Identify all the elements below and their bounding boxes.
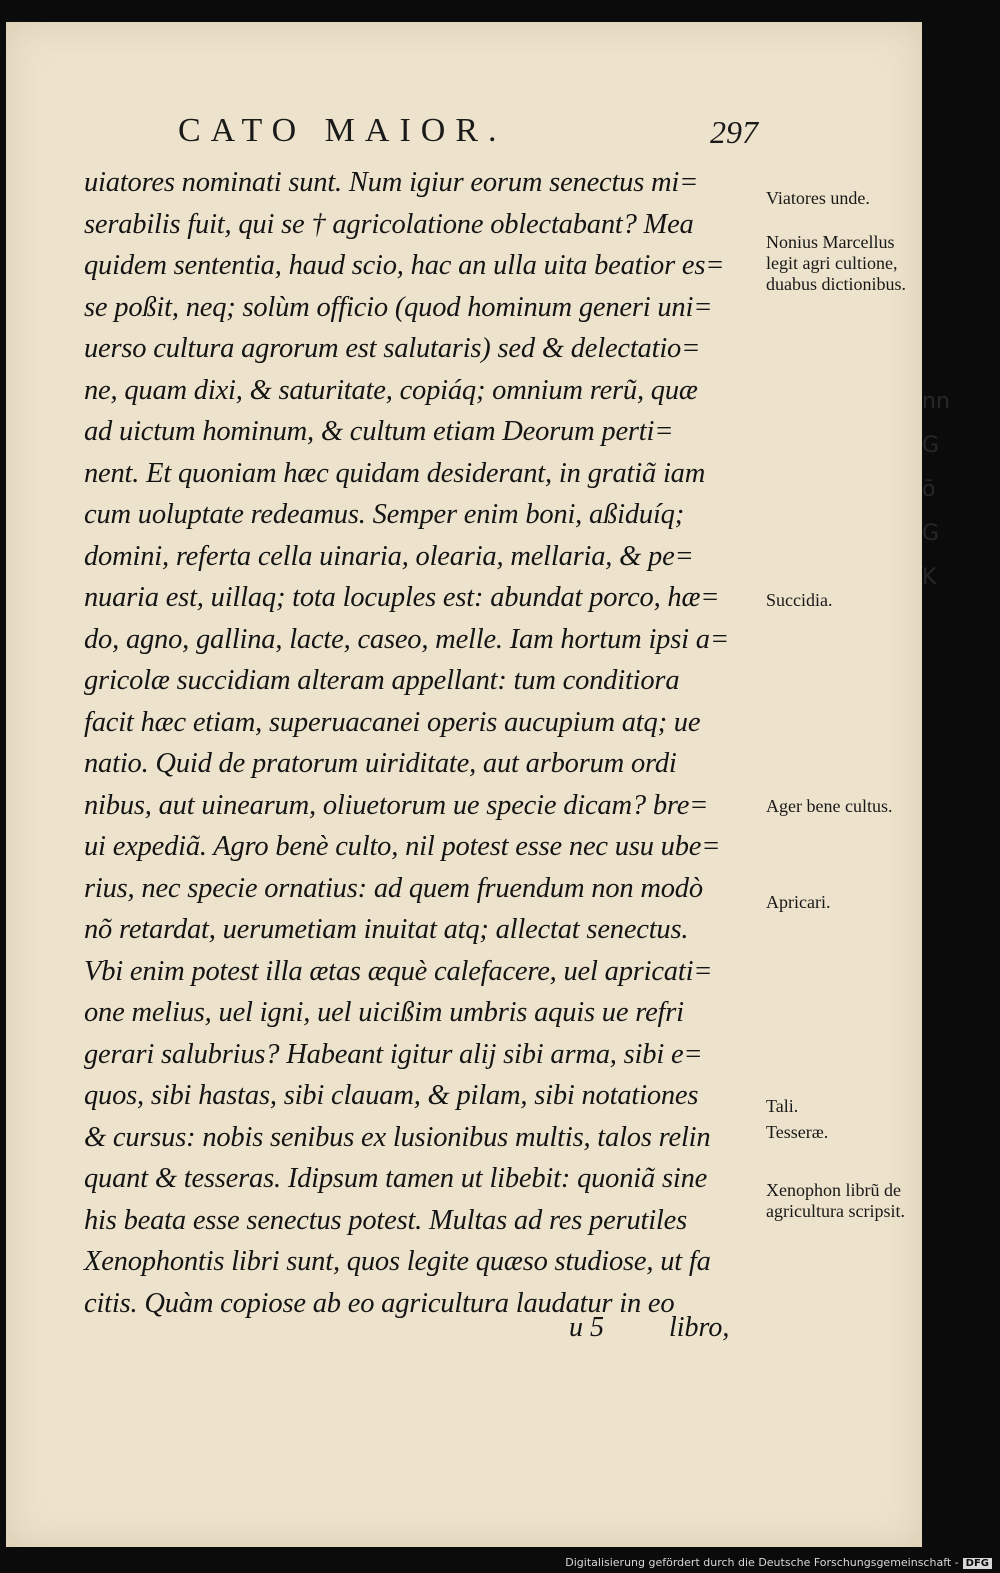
marginal-note: Ager bene cultus.	[766, 796, 893, 816]
marginal-note: Xenophon librũ de agricultura scripsit.	[766, 1180, 905, 1221]
text-line: domini, referta cella uinaria, olearia, mellaria, & pe=	[84, 540, 694, 572]
bleed-glyph: G	[922, 521, 940, 546]
page-header	[178, 112, 758, 158]
page-number: 297	[710, 114, 758, 150]
marginal-note: Viatores unde.	[766, 188, 870, 208]
text-line: Xenophontis libri sunt, quos legite quæso studiose, ut fa	[84, 1246, 711, 1277]
text-line: gerari salubrius? Habeant igitur alij sibi arma, sibi e=	[84, 1038, 703, 1070]
text-line: uerso cultura agrorum est salutaris) sed & delectatio=	[84, 333, 701, 364]
text-line: nent. Et quoniam hæc quidam desiderant, in gratiã iam	[84, 457, 706, 489]
text-line: quos, sibi hastas, sibi clauam, & pilam, sibi notationes	[84, 1080, 699, 1111]
running-title: CATO MAIOR.	[178, 112, 507, 149]
text-line: nibus, aut uinearum, oliuetorum ue specie dicam? bre=	[84, 789, 709, 821]
footer-text: Digitalisierung gefördert durch die Deutsche Forschungsgemeinschaft -	[565, 1556, 959, 1569]
text-line: serabilis fuit, qui se † agricolatione oblectabant? Mea	[84, 208, 694, 240]
bleed-glyph: nn	[922, 389, 950, 414]
text-line: ne, quam dixi, & saturitate, copiáq; omnium rerũ, quæ	[84, 374, 698, 406]
text-line: facit hæc etiam, superuacanei operis aucupium atq; ue	[84, 706, 701, 738]
marginal-note: Nonius Marcellus legit agri cultione, duabus dictionibus.	[766, 232, 906, 294]
text-line: quant & tesseras. Idipsum tamen ut libebit: quoniã sine	[84, 1163, 708, 1194]
marginal-note: Tesseræ.	[766, 1122, 829, 1142]
text-line: ad uictum hominum, & cultum etiam Deorum perti=	[84, 416, 674, 447]
text-line: se poßit, neq; solùm officio (quod hominum generi uni=	[84, 291, 713, 323]
bleed-glyph: G	[922, 433, 940, 458]
text-line: uiatores nominati sunt. Num igiur eorum senectus mi=	[84, 167, 699, 198]
text-line: & cursus: nobis senibus ex lusionibus multis, talos relin	[84, 1121, 711, 1153]
marginal-note: Succidia.	[766, 590, 833, 610]
body-text	[84, 162, 759, 1324]
text-line: citis. Quàm copiose ab eo agricultura laudatur in eo	[84, 1287, 675, 1319]
text-line: rius, nec specie ornatius: ad quem fruendum non modò	[84, 872, 703, 904]
signature-mark: u 5	[569, 1312, 604, 1343]
text-line: gricolæ succidiam alteram appellant: tum conditiora	[84, 665, 680, 696]
text-line: natio. Quid de pratorum uiriditate, aut arborum ordi	[84, 748, 677, 779]
footer-credit	[565, 1556, 992, 1569]
text-line: quidem sententia, haud scio, hac an ulla uita beatior es=	[84, 250, 725, 281]
text-line: one melius, uel igni, uel uicißim umbris aquis ue refri	[84, 997, 684, 1028]
catchword: libro,	[669, 1312, 730, 1343]
bleed-glyph: ō	[922, 477, 936, 502]
text-line: cum uoluptate redeamus. Semper enim boni, aßiduíq;	[84, 499, 685, 530]
text-line: his beata esse senectus potest. Multas ad res perutiles	[84, 1204, 687, 1236]
text-line: Vbi enim potest illa ætas æquè calefacere, uel apricati=	[84, 955, 713, 987]
text-line: do, agno, gallina, lacte, caseo, melle. Iam hortum ipsi a=	[84, 623, 729, 655]
text-line: nuaria est, uillaq; tota locuples est: abundat porco, hæ=	[84, 582, 720, 613]
text-line: ui expediã. Agro benè culto, nil potest esse nec usu ube=	[84, 831, 721, 862]
bleed-glyph: K	[922, 565, 937, 590]
marginal-note: Tali.	[766, 1096, 799, 1116]
marginal-note: Apricari.	[766, 892, 831, 912]
dfg-logo: DFG	[963, 1558, 992, 1569]
text-line: nõ retardat, uerumetiam inuitat atq; allectat senectus.	[84, 914, 689, 945]
book-page	[6, 22, 922, 1547]
facing-page-bleed	[922, 380, 1000, 680]
